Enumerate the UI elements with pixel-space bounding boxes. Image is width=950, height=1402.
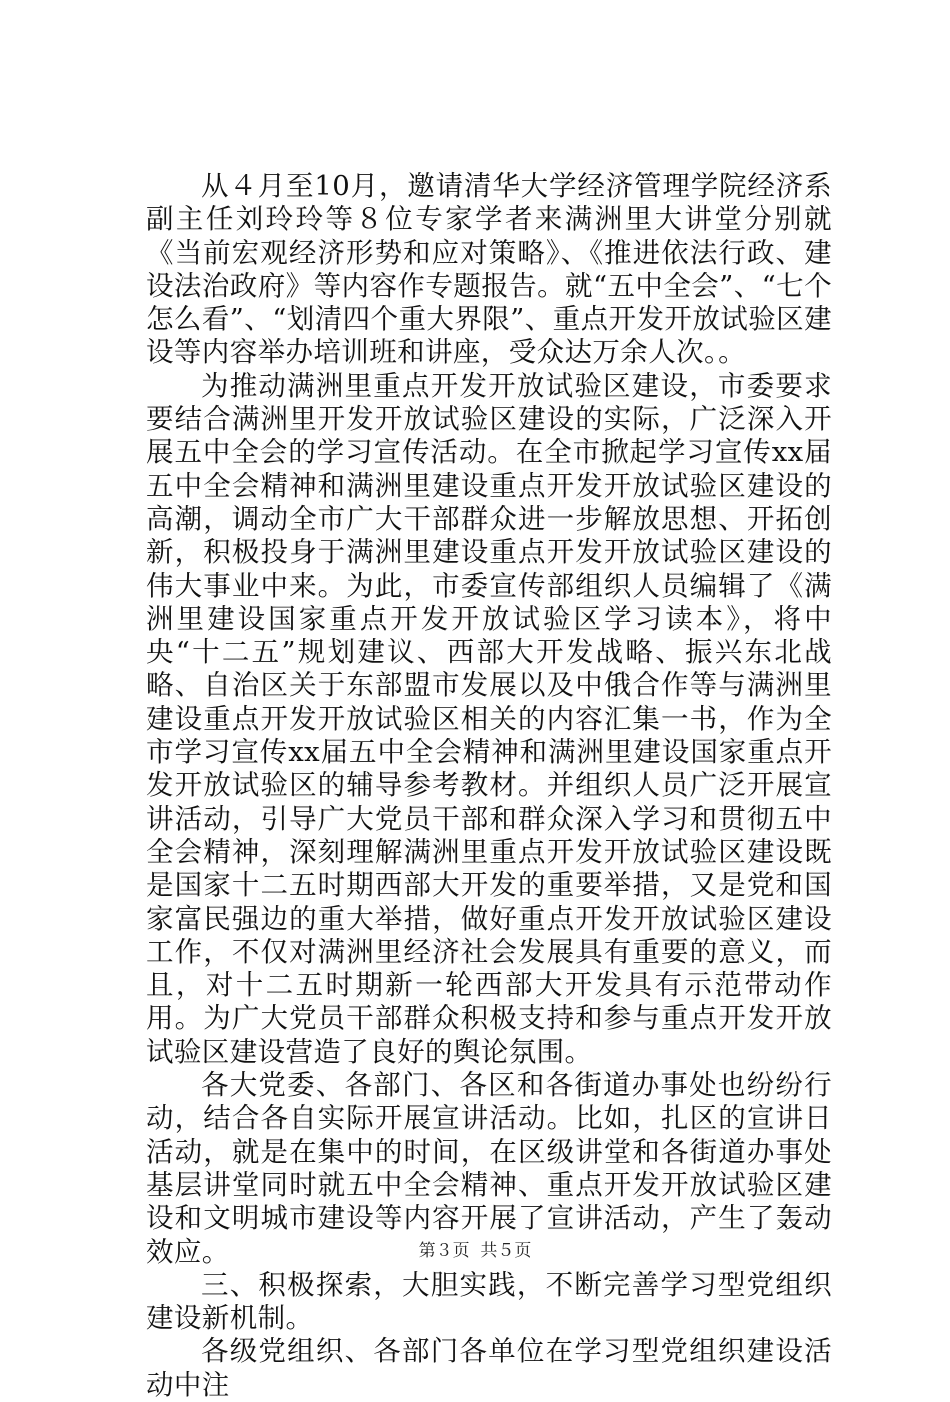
paragraph-5: 各级党组织、各部门各单位在学习型党组织建设活动中注 [146,1335,832,1401]
paragraph-3: 各大党委、各部门、各区和各街道办事处也纷纷行动，结合各自实际开展宣讲活动。比如，扎区的宣讲日活动，就是在集中的时间，在区级讲堂和各街道办事处基层讲堂同时就五中全会精神、重点开发开放试验区建设和文明城市建设等内容开展了宣讲活动，产生了轰动效应。 [146,1069,832,1268]
paragraph-1: 从４月至10月，邀请清华大学经济管理学院经济系副主任刘玲玲等８位专家学者来满洲里大讲堂分别就《当前宏观经济形势和应对策略》、《推进依法行政、建设法治政府》等内容作专题报告。就“五中全会”、“七个怎么看”、“划清四个重大界限”、重点开发开放试验区建设等内容举办培训班和讲座，受众达万余人次。。 [146,170,832,369]
paragraph-2: 为推动满洲里重点开发开放试验区建设，市委要求要结合满洲里开发开放试验区建设的实际，广泛深入开展五中全会的学习宣传活动。在全市掀起学习宣传xx届五中全会精神和满洲里建设重点开发开放试验区建设的高潮，调动全市广大干部群众进一步解放思想、开拓创新，积极投身于满洲里建设重点开发开放试验区建设的伟大事业中来。为此，市委宣传部组织人员编辑了《满洲里建设国家重点开发开放试验区学习读本》，将中央“十二五”规划建议、西部大开发战略、振兴东北战略、自治区关于东部盟市发展以及中俄合作等与满洲里建设重点开发开放试验区相关的内容汇集一书，作为全市学习宣传xx届五中全会精神和满洲里建设国家重点开发开放试验区的辅导参考教材。并组织人员广泛开展宣讲活动，引导广大党员干部和群众深入学习和贯彻五中全会精神，深刻理解满洲里重点开发开放试验区建设既是国家十二五时期西部大开发的重要举措，又是党和国家富民强边的重大举措，做好重点开发开放试验区建设工作，不仅对满洲里经济社会发展具有重要的意义，而且，对十二五时期新一轮西部大开发具有示范带动作用。为广大党员干部群众积极支持和参与重点开发开放试验区建设营造了良好的舆论氛围。 [146,369,832,1068]
section-heading: 三、积极探索，大胆实践，不断完善学习型党组织建设新机制。 [146,1268,832,1335]
document-body [146,170,832,1402]
page-number-footer: 第３页 共５页 [418,1241,532,1261]
